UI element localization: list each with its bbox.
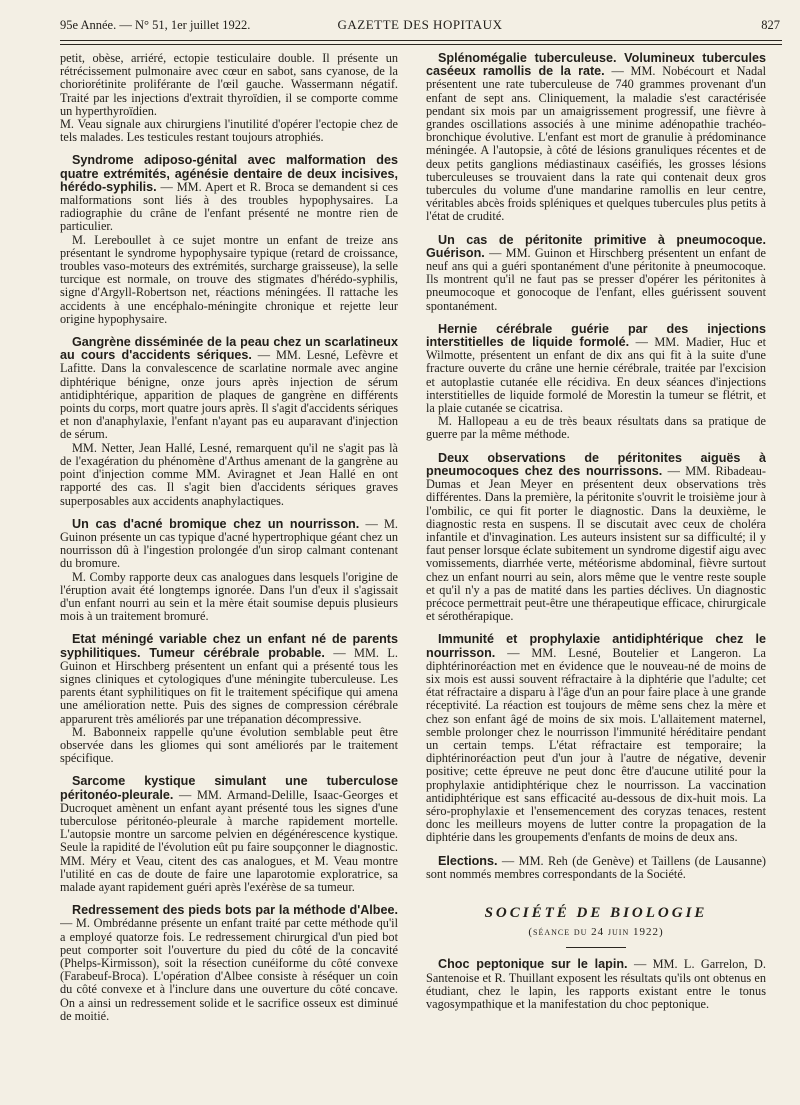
- article-lead: — MM. Ribadeau-Dumas et Jean Meyer en présentent deux observations très différentes. Dans la première, la péritonite s'ouvrit le troisième jour à l'ombilic, ce qui fit porter le diagnostic. Dans la deuxième, le diagnostic resta en suspens. Il se discutait avec ceux de choléra infantile et d'invagination. Les auteurs insistent sur sa difficulté; il y faut penser lorsque éclate subitement un syndrome digestif aigu avec vomissements, diarrhée verte, météorisme abdominal, fièvre surtout chez un enfant nourri au sein, alors même que le ventre reste souple et qu'il n'y a pas de matité dans les parties déclives. Un diagnostic précoce permettrait peut-être une thérapeutique efficace, chirurgicale et sérothérapique.: [426, 463, 766, 624]
- article-title: Gangrène disséminée de la peau chez un scarlatineux au cours d'accidents sériques.: [60, 335, 398, 363]
- article-paragraph: MM. Netter, Jean Hallé, Lesné, remarquent qu'il ne s'agit pas là de l'exagération du phénomène d'Arthus amenant de la gangrène au point d'injection comme MM. Aviragnet et Jean Hallé en ont rapporté des cas. Il s'agit bien d'accidents sériques graves superposables aux accidents anaphylactiques.: [60, 440, 398, 508]
- article-title: Deux observations de péritonites aiguës à pneumocoques chez des nourrissons.: [426, 450, 766, 478]
- right-column: [426, 52, 766, 1097]
- article: [60, 633, 398, 765]
- page-number: 827: [761, 18, 780, 32]
- article: [426, 323, 766, 442]
- article: [60, 336, 398, 508]
- article-title: Elections.: [438, 853, 498, 868]
- article-title: Redressement des pieds bots par la méthode d'Albee.: [72, 903, 398, 918]
- article-lead: — MM. Guinon et Hirschberg présentent un enfant de neuf ans qui a guéri spontanément d'une péritonite à pneumocoque. Ils montrent qu'il ne faut pas se presser d'opérer les péritonites à pneumocoque et gonocoque de l'enfant, elles guérissent souvent spontanément.: [426, 245, 766, 313]
- article-title: Un cas d'acné bromique chez un nourrisson.: [72, 516, 360, 531]
- article-title: Etat méningé variable chez un enfant né de parents syphilitiques. Tumeur cérébrale probable.: [60, 632, 398, 660]
- header-rule-thin: [60, 44, 782, 45]
- article-paragraph: [60, 775, 398, 894]
- article-paragraph: [60, 336, 398, 442]
- article-lead: — MM. Reh (de Genève) et Taillens (de Lausanne) sont nommés membres correspondants de la Société.: [426, 853, 766, 881]
- article-paragraph: [426, 452, 766, 624]
- article-title: Hernie cérébrale guérie par des injections interstitielles de liquide formolé.: [426, 321, 766, 350]
- article-paragraph: M. Lereboullet à ce sujet montre un enfant de treize ans présentant le syndrome hypophysaire typique (retard de croissance, troubles vaso-moteurs des extrémités, surcharge graisseuse), la selle turcique est normale, on trouve des stigmates d'hérédo-syphilis, signe d'Argyll-Robertson net, réactions méningées. Il rattache les accidents à une encéphalo-méningite chronique et rejette leur origine hypophysaire.: [60, 232, 398, 326]
- article: [60, 904, 398, 1023]
- article-paragraph: [60, 154, 398, 233]
- page-header: [60, 14, 780, 36]
- article-title: Sarcome kystique simulant une tuberculose péritonéo-pleurale.: [60, 774, 398, 802]
- article-paragraph: [426, 633, 766, 844]
- article: [60, 775, 398, 894]
- issue-info: 95e Année. — N° 51, 1er juillet 1922.: [60, 18, 251, 32]
- article-paragraph: [426, 234, 766, 313]
- article: [60, 154, 398, 326]
- article-lead: — MM. Nobécourt et Nadal présentent une rate tuberculeuse de 740 grammes provenant d'un enfant de sept ans. Cliniquement, la maladie s'est caractérisée pendant six mois par un amaigrissement progressif, une fièvre à grandes oscillations associés à une minime adénopathie trachéo-bronchique évolutive. L'enfant est mort de granulie à prédominance méningée. A l'autopsie, à côté de lésions granuliques récentes et de deux petits ganglions médiastinaux caséifiés, les grosses lésions tuberculeuses se trouvaient dans la rate qui contenait deux gros tubercules du volume d'une mandarine ramollis en leur centre, véritables abcès froids spléniques et quelques tubercules plus petits à l'état de crudité.: [426, 64, 766, 224]
- session-date: (séance du 24 juin 1922): [528, 926, 664, 939]
- article: [426, 52, 766, 224]
- article-lead: — MM. Madier, Huc et Wilmotte, présentent un enfant de dix ans qui fit à la suite d'une fracture ouverte du crâne une hernie cérébrale, traitée par l'excision et autoplastie cutanée elle récidiva. En deux séances d'injections interstitielles de liquide formolé de Morestin la tumeur se flétrit, et la plaie cutanée se cicatrisa.: [426, 335, 766, 416]
- article-paragraph: M. Veau signale aux chirurgiens l'inutilité d'opérer l'ectopie chez de tels malades. Les testicules restant toujours atrophiés.: [60, 117, 398, 145]
- article-lead: — MM. L. Garrelon, D. Santenoise et R. Thuillant exposent les résultats qu'ils ont obtenus en étudiant, chez le lapin, les rapports existant entre le tonus vagosympathique et la manifestation du choc peptonique.: [426, 957, 766, 1011]
- article-lead: — M. Guinon présente un cas typique d'acné hypertrophique géant chez un nourrisson dû à l'ingestion prolongée d'un sirop calmant contenant du bromure.: [60, 516, 398, 571]
- article-paragraph: M. Hallopeau a eu de très beaux résultats dans sa pratique de guerre par la même méthode.: [426, 414, 766, 442]
- header-rule: [60, 40, 782, 41]
- article: [426, 633, 766, 844]
- article-title: Choc peptonique sur le lapin.: [438, 957, 628, 972]
- article-title: Un cas de péritonite primitive à pneumocoque. Guérison.: [426, 232, 766, 260]
- article-paragraph: [60, 904, 398, 1023]
- article-paragraph: [426, 323, 766, 415]
- article-lead: — M. Ombrédanne présente un enfant traité par cette méthode qu'il a employé quatorze fois. Le redressement chirurgical d'un pied bot peut comporter soit l'ouverture du pied du côté de la concavité (Phelps-Kirmisson), soit la résection cunéiforme du côté convexe (Farabeuf-Broca). L'opération d'Albee consiste à réséquer un coin du côté convexe et à l'inclure dans une ouverture du côté concave. On a ainsi un redressement solide et le sacrifice osseux est diminué de moitié.: [60, 916, 398, 1023]
- article: [426, 234, 766, 313]
- article-paragraph: [426, 958, 766, 1011]
- society-heading: SOCIÉTÉ DE BIOLOGIE: [484, 904, 708, 921]
- article: [426, 958, 766, 1011]
- article-title: Splénomégalie tuberculeuse. Volumineux tubercules caséeux ramollis de la rate.: [426, 52, 766, 79]
- journal-title: GAZETTE DES HOPITAUX: [337, 17, 503, 32]
- article-title: Immunité et prophylaxie antidiphtérique chez le nourrisson.: [426, 632, 766, 660]
- article-paragraph: [426, 52, 766, 224]
- separator-rule: [566, 947, 626, 948]
- article-paragraph: [426, 855, 766, 881]
- article-lead: — MM. Lesné, Lefèvre et Lafitte. Dans la convalescence de scarlatine normale avec angine diphtérique bénigne, onze jours après injection de sérum antidiphtérique, apparition de plaques de gangrène en différents points du corps, mort quatre jours après. Il s'agit d'accidents sériques et non d'anaphylaxie, l'enfant n'ayant pas eu auparavant d'injection de sérum.: [60, 348, 398, 442]
- article: [426, 855, 766, 881]
- article-paragraph: petit, obèse, arriéré, ectopie testiculaire double. Il présente un rétrécissement pulmonaire avec cœur en sabot, sans cyanose, de la choriorétinite proliférante de l'œil gauche. Wassermann négatif. Traité par les injections d'extrait thyroïdien, il se comporte comme un hyperthyroïdien.: [60, 52, 398, 118]
- article-lead: — MM. L. Guinon et Hirschberg présentent un enfant qui a présenté tous les signes cliniques et cytologiques d'une méningite tuberculeuse. Les parents étant syphilitiques on fit le traitement spécifique qui amena une amélioration nette. Puis des signes de compression cérébrale apparurent très améliorés par une trépanation décompressive.: [60, 645, 398, 726]
- article-paragraph: [60, 633, 398, 725]
- article: [60, 52, 398, 144]
- article-lead: — MM. Apert et R. Broca se demandent si ces malformations sont liés à des troubles hypophysaires. La radiographie du crâne de l'enfant présenté ne montre rien de particulier.: [60, 179, 398, 234]
- article-paragraph: M. Comby rapporte deux cas analogues dans lesquels l'origine de l'éruption avait été longtemps ignorée. Dans l'un d'eux il s'agissait d'un enfant nourri au sein et la mère était soumise depuis plusieurs mois à un traitement bromuré.: [60, 569, 398, 624]
- article-lead: — MM. Armand-Delille, Isaac-Georges et Ducroquet amènent un enfant ayant présenté tous les signes d'une tuberculose péritonéo-pleurale à marche rapidement mortelle. L'autopsie montre un sarcome pelvien en dégénérescence kystique. Seule la rapidité de l'évolution eût pu faire soupçonner le diagnostic. MM. Méry et Veau, citent des cas analogues, et M. Veau montre l'utilité en cas de doute de faire une laparotomie exploratrice, sa malade ayant rapidement guéri après l'exérèse de sa tumeur.: [60, 787, 398, 894]
- article: [426, 452, 766, 624]
- article-paragraph: M. Babonneix rappelle qu'une évolution semblable peut être observée dans les gliomes qui sont améliorés par le traitement spécifique.: [60, 724, 398, 766]
- left-column: [60, 52, 398, 1097]
- article-lead: — MM. Lesné, Boutelier et Langeron. La diphtérinoréaction met en évidence que le nouveau-né de moins de six mois est aussi souvent réfractaire à la diphtérie que l'adulte; cet état réfractaire a disparu à l'âge d'un an pour faire place à une grande réceptivité. La réaction est toujours de même sens chez la mère et chez son enfant âgé de moins de six mois. L'allaitement maternel, semble prolonger chez le nourrisson l'immunité héréditaire pendant un certain temps. L'état réfractaire est temporaire; la diphtérinoréaction peut d'un jour à l'autre de négative, devenir positive; cette épreuve ne peut donc être d'aucune utilité pour la prophylaxie antidiphtérique chez le nourrisson. La vaccination antidiphtérique est sans efficacité au-dessous de dix-huit mois. La séro-prophylaxie et l'ensemencement des coryzas tenaces, restent donc les meilleurs moyens de lutter contre la propagation de la diphtérie dans les groupements d'enfants de moins de deux ans.: [426, 645, 766, 845]
- article-paragraph: [60, 518, 398, 571]
- article-title: Syndrome adiposo-génital avec malformation des quatre extrémités, agénésie dentaire de deux incisives, hérédo-syphilis.: [60, 153, 398, 194]
- article: [60, 518, 398, 624]
